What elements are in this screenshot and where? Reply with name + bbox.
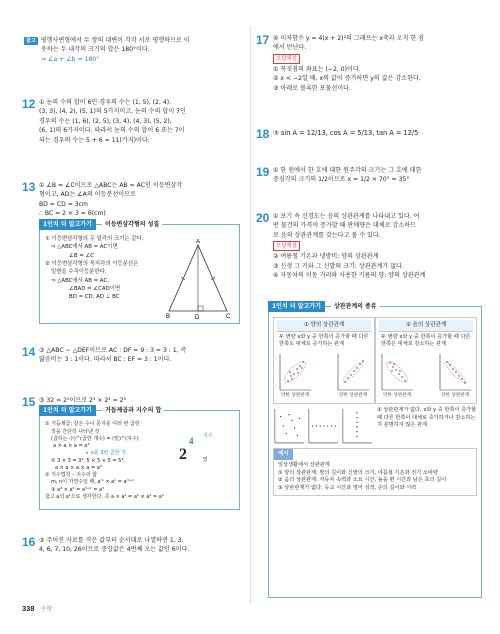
problem-number: 13 xyxy=(22,180,36,194)
problem-19 xyxy=(256,166,482,185)
text-line: ③ 32 = 2⁵이므로 2³ × 2² = 2⁵ xyxy=(39,397,126,404)
tip-content xyxy=(45,421,195,501)
problem-20 xyxy=(256,212,482,281)
example-heading: 예시 xyxy=(274,449,293,460)
graph-caption: 약한 상관관계 xyxy=(280,393,310,399)
no-correlation-graphs xyxy=(273,407,373,445)
tip-tag: 1인치 더 알고가기 xyxy=(39,405,96,416)
problem-text: ③ sin A = 12/13, cos A = 5/13, tan A = 12/5 xyxy=(273,129,419,137)
problem-number: 16 xyxy=(22,535,36,549)
tip-box-header xyxy=(268,301,380,312)
positive-correlation-desc: 두 변량 x와 y 중 한쪽의 증가할 때 다른 한쪽도 대체로 증가하는 관계 xyxy=(279,333,369,347)
base-label: 밑 xyxy=(203,457,208,464)
isosceles-triangle-diagram xyxy=(165,239,231,321)
text-line: ③ △ABC ∽ △DEF이므로 AC : DF = 9 : 3 = 3 : 1, 즉 xyxy=(39,347,187,354)
example-line: ② 음의 상관관계: 자동차 속력과 소요 시간, 높을 편 시간과 남은 초의 길이 xyxy=(278,477,447,484)
problem-number: 17 xyxy=(256,33,270,47)
example-intro: 일상생활에서 상관관계 xyxy=(278,461,330,468)
tip-line: ⇒ △ABC에서 AB = AC, xyxy=(51,277,109,284)
tip-tag: 1인치 더 알고가기 xyxy=(268,301,325,312)
power-base: 2 xyxy=(179,446,187,464)
example-box xyxy=(273,448,477,496)
positive-correlation-heading: ① 양의 상관관계 xyxy=(277,320,371,332)
tip-line: a × a × a = a³ xyxy=(53,443,90,450)
problem-15 xyxy=(22,396,240,510)
wrong-answer-label: 오답해설 xyxy=(273,54,300,64)
problem-17 xyxy=(256,34,482,93)
tip-line: ① 이등변삼각형의 두 밑각의 크기는 같다. xyxy=(45,235,144,242)
tip-line: a × a × a × a = a⁴ xyxy=(55,464,102,471)
tip-box-header xyxy=(39,405,164,416)
text-line: ∴ BC = 2 × 3 = 6(cm) xyxy=(39,210,106,218)
vertex-b-label: B xyxy=(166,313,171,320)
negative-correlation-desc: 두 변량 x와 y 중 한쪽이 증가할 때 다른 한쪽은 대체로 감소하는 관계 xyxy=(381,333,471,347)
text-line: ① 보기 속 신경도는 음의 상관관계를 나타내고 있다. 어 xyxy=(273,213,420,220)
text-line: (3, 3), (4, 2), (5, 1)의 5가지이고, 눈의 수의 합이 7인 xyxy=(39,108,186,116)
negative-graphs xyxy=(379,350,473,401)
problem-number: 14 xyxy=(22,345,36,359)
text-line: ③ 신생 그 키와 그 신발의 크기: 상관관계가 없다. xyxy=(273,262,404,270)
tip-line: 밑변을 수직이등분한다. xyxy=(51,269,107,276)
positive-correlation-cell xyxy=(273,317,375,404)
problem-text xyxy=(22,396,240,510)
power-diagram xyxy=(179,433,219,467)
tip-line: ③ a³ × a² = a³⁺² = a⁵ xyxy=(51,486,105,493)
problem-18 xyxy=(256,127,482,141)
power-exponent: 4 xyxy=(189,436,194,447)
note-line: 평행사변형에서 두 쌍의 대변이 각각 서로 평행하므로 이 xyxy=(40,37,190,44)
no-correlation-row xyxy=(273,407,477,445)
problem-text xyxy=(22,181,240,324)
scatter-plot xyxy=(380,352,414,399)
text-line: BD = CD = 3cm xyxy=(39,200,88,208)
scatter-plot xyxy=(273,407,305,445)
text-line: ② x < −2일 때, x의 값이 증가하면 y의 값은 감소한다. xyxy=(273,75,421,83)
problem-text xyxy=(22,536,240,555)
vertex-c-label: C xyxy=(226,313,231,320)
text-line: ① 꼭짓점의 좌표는 (−2, 0)이다. xyxy=(273,65,361,73)
tip-line: BD = CD, AD ⊥ BC xyxy=(69,294,120,301)
tip-line: ② 지수법칙 – 지수의 합 xyxy=(45,472,97,479)
subject-label: 수학 xyxy=(40,607,53,613)
problem-number: 19 xyxy=(256,165,270,179)
tip-line: ② 3 × 3 = 3², 5 × 5 × 5 = 5³, xyxy=(51,457,125,464)
tip-line: 참고 a의 a¹으로 생각한다. 즉 a × a² = a¹ × a² = a³ xyxy=(45,493,164,500)
tip-line: ∠B = ∠C xyxy=(69,252,95,259)
text-line: 떤 물건의 가격이 증가할 때 판매량은 대체로 감소하므 xyxy=(273,222,417,230)
tip-title: 이등변삼각형의 성질 xyxy=(102,220,162,229)
text-line: ① ∠B = ∠C이므로 △ABC는 AB = AC인 이등변삼각 xyxy=(39,182,183,189)
scatter-plot xyxy=(336,352,370,399)
text-line: ④ 자동차의 이동 거리와 사용한 기름의 양: 양의 상관관계 xyxy=(273,272,426,280)
text-line: 경우의 수는 (1, 6), (2, 5), (3, 4), (4, 3), (5, 2), xyxy=(39,117,172,125)
problem-text xyxy=(256,212,482,281)
scatter-plot xyxy=(307,407,339,445)
tip-box xyxy=(39,407,240,510)
tip-line: ② 이등변삼각형의 꼭지각의 이등분선은 xyxy=(45,260,139,267)
positive-graphs xyxy=(277,350,371,401)
problem-text xyxy=(22,346,240,365)
tip-title: 거듭제곱과 지수의 합 xyxy=(102,406,164,415)
problem-text xyxy=(256,166,482,185)
note-line: 웃하는 두 내각의 크기의 합은 180°이다. xyxy=(41,46,150,54)
tip-line: ∠BAD = ∠CAD이면 xyxy=(69,286,121,292)
scatter-plot xyxy=(438,352,472,399)
text-line: 중심각의 크기의 1/2이므로 x = 1/2 × 70° = 35° xyxy=(273,176,410,184)
tip-line: ↳ a를 3번 곱한 것 xyxy=(85,450,126,457)
left-column xyxy=(22,36,240,64)
column-divider xyxy=(250,28,251,603)
problem-text xyxy=(256,34,482,93)
top-note xyxy=(22,36,240,64)
no-correlation-desc: ③ 상관관계가 없다. x와 y 중 한쪽이 증가할 때 다른 한쪽이 대체로 증가하거나 감소하는지 분명하지 않은 관계 xyxy=(377,407,477,429)
tip-tag: 1인치 더 알고가기 xyxy=(39,219,96,230)
page-number: 338 xyxy=(22,604,35,613)
text-line: 되는 경우의 수는 5 + 6 = 11(가지)이다. xyxy=(39,136,150,144)
tip-box-header xyxy=(39,219,162,230)
text-line: ② 여름철 기온과 냉방비: 양의 상관관계 xyxy=(273,253,379,261)
exponent-label: 지수 xyxy=(203,433,213,440)
problem-number: 15 xyxy=(22,395,36,409)
text-line: (6, 1)의 6가지이다. 따라서 눈의 수의 합이 6 또는 7이 xyxy=(39,127,185,135)
tip-content xyxy=(45,235,165,302)
example-line: ① 양의 상관관계: 발의 길이와 신발의 크기, 여름철 기온과 전기 소비량 xyxy=(278,469,438,476)
graph-caption: 약한 상관관계 xyxy=(382,393,412,399)
problem-16 xyxy=(22,536,240,555)
tip-box xyxy=(39,220,240,324)
note-line: ⇒ ∠a + ∠b = 180° xyxy=(41,55,100,63)
tip-line: m, n이 자연수일 때, aᵐ × aⁿ = aᵐ⁺ⁿ xyxy=(51,479,135,486)
problem-14 xyxy=(22,346,240,365)
scatter-plot xyxy=(278,352,312,399)
tip-line: 것을 간단히 나타낸 것 xyxy=(51,428,100,435)
text-line: 닮음비는 3 : 1이다. 따라서 BC : EF = 3 : 1이다. xyxy=(39,356,172,364)
correlation-tip-box xyxy=(268,302,482,598)
note-tag: 참고 xyxy=(26,38,36,44)
problem-text xyxy=(22,98,240,145)
text-line: ③ 아래로 볼록한 포물선이다. xyxy=(273,84,351,92)
text-line: ① 한 원에서 한 호에 대한 원주각의 크기는 그 호에 대한 xyxy=(273,167,422,174)
example-content xyxy=(274,460,476,495)
problem-number: 12 xyxy=(22,97,36,111)
text-line: 형이고, AD는 ∠A의 이등분선이므로 xyxy=(39,191,136,199)
tip-title: 상관관계의 종류 xyxy=(331,302,380,311)
negative-correlation-heading: ② 음의 상관관계 xyxy=(379,320,473,332)
correlation-grid xyxy=(273,317,477,404)
text-line: ③ 주어진 자료를 작은 값부터 순서대로 나열하면 1, 3, xyxy=(39,537,184,544)
text-line: 4, 6, 7, 10, 26이므로 중앙값은 4번째 오는 값인 6이다. xyxy=(39,546,190,554)
text-line: ① 눈의 수의 합이 6인 경우의 수는 (1, 5), (2, 4), xyxy=(39,99,172,106)
vertex-d-label: D xyxy=(195,314,200,321)
negative-correlation-cell xyxy=(375,317,477,404)
problem-12 xyxy=(22,98,240,145)
text-line: 에서 만난다. xyxy=(273,44,307,52)
text-line: ④ 이차함수 y = 4(x + 2)²의 그래프는 x축과 오직 한 점 xyxy=(273,35,425,42)
text-line: 로 음의 상관관계를 갖는다고 볼 수 있다. xyxy=(273,231,381,239)
scatter-plot xyxy=(341,407,373,445)
problem-13 xyxy=(22,181,240,324)
wrong-answer-label: 오답해설 xyxy=(273,241,300,251)
tip-line: (곱하는 수)^(곱한 개수) = (밑)^(지수) xyxy=(51,435,139,442)
graph-caption: 강한 상관관계 xyxy=(440,393,470,399)
problem-number: 20 xyxy=(256,211,270,225)
vertex-a-label: A xyxy=(195,238,201,245)
problem-number: 18 xyxy=(256,127,270,141)
tip-line: ① 거듭제곱: 같은 수나 문자를 여러 번 곱한 xyxy=(45,421,140,428)
tip-line: ⇒ △ABC에서 AB = AC이면 xyxy=(51,244,118,251)
page-footer xyxy=(22,603,52,615)
graph-caption: 강한 상관관계 xyxy=(338,393,368,399)
example-line: ③ 상관관계가 없다: 등교 시간과 영어 성적, 손의 길이와 시력 xyxy=(278,485,417,492)
